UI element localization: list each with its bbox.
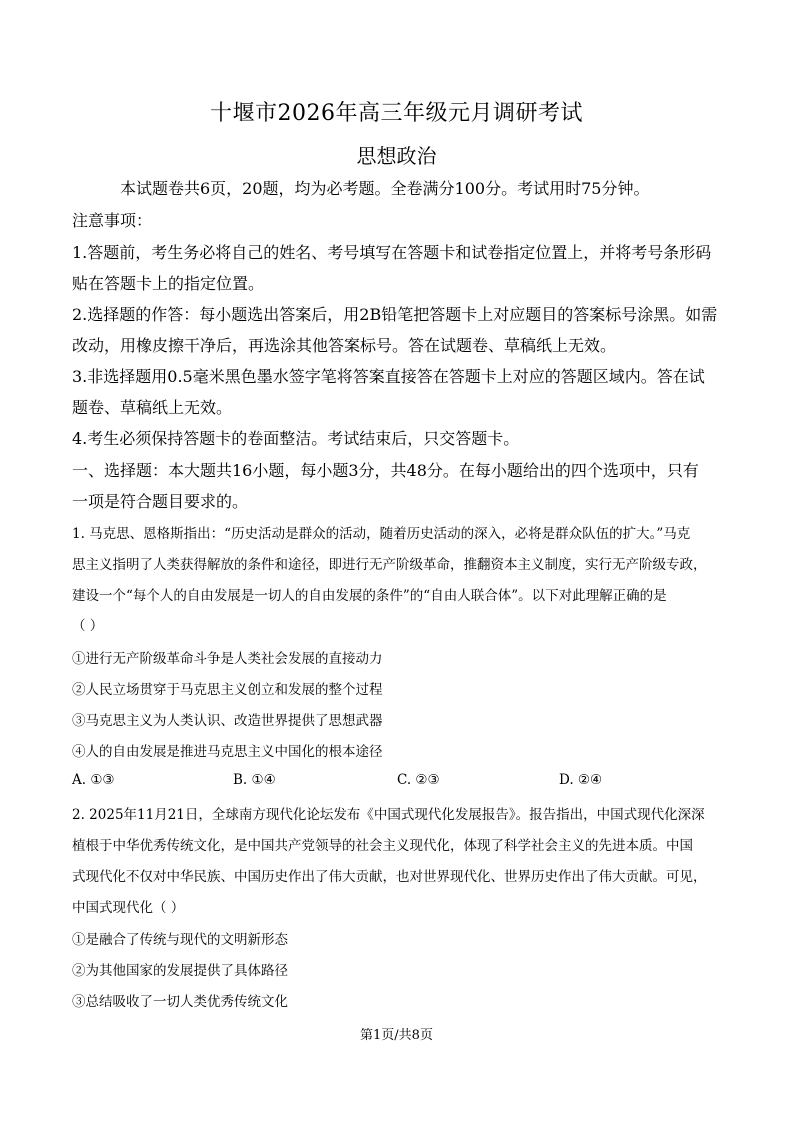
question-1-stem-line-4: （ ） <box>72 618 104 634</box>
page-number: 第1页/共8页 <box>360 1028 433 1043</box>
question-2-stem-line-1: 2. 2025年11月21日，全球南方现代化论坛发布《中国式现代化发展报告》。报告指出，中国式现代化深深 <box>72 807 705 823</box>
section-heading-line-2: 一项是符合题目要求的。 <box>72 492 249 511</box>
question-1-option-d: D. ②④ <box>559 772 603 788</box>
question-1-statement-1: ①进行无产阶级革命斗争是人类社会发展的直接动力 <box>72 651 383 667</box>
question-2-stem-line-3: 式现代化不仅对中华民族、中国历史作出了伟大贡献，也对世界现代化、世界历史作出了伟大贡献。可见， <box>72 869 707 885</box>
notice-item-1-line-1: 1.答题前，考生务必将自己的姓名、考号填写在答题卡和试卷指定位置上，并将考号条形码 <box>72 243 712 262</box>
notice-item-3-line-2: 题卷、草稿纸上无效。 <box>72 398 233 417</box>
exam-title: 十堰市2026年高三年级元月调研考试 <box>210 101 583 126</box>
question-1-statement-4: ④人的自由发展是推进马克思主义中国化的根本途径 <box>72 744 383 760</box>
question-2-stem-line-4: 中国式现代化（ ） <box>72 900 185 916</box>
notice-item-2-line-2: 改动，用橡皮擦干净后，再选涂其他答案标号。答在试题卷、草稿纸上无效。 <box>72 336 617 355</box>
exam-intro: 本试题卷共6页，20题，均为必考题。全卷满分100分。考试用时75分钟。 <box>120 179 650 198</box>
question-1-stem-line-1: 1. 马克思、恩格斯指出：“历史活动是群众的活动，随着历史活动的深入，必将是群众队伍的扩大。”马克 <box>72 526 691 542</box>
question-2-statement-2: ②为其他国家的发展提供了具体路径 <box>72 963 288 979</box>
question-1-option-b: B. ①④ <box>233 772 276 788</box>
question-1-statement-3: ③马克思主义为人类认识、改造世界提供了思想武器 <box>72 713 383 729</box>
question-2-statement-3: ③总结吸收了一切人类优秀传统文化 <box>72 994 288 1010</box>
question-1-stem-line-3: 建设一个“每个人的自由发展是一切人的自由发展的条件”的“自由人联合体”。以下对此理解正确的是 <box>72 588 667 604</box>
question-2-stem-line-2: 植根于中华优秀传统文化，是中国共产党领导的社会主义现代化，体现了科学社会主义的先进本质。中国 <box>72 838 693 854</box>
question-2-statement-1: ①是融合了传统与现代的文明新形态 <box>72 932 288 948</box>
notice-item-2-line-1: 2.选择题的作答：每小题选出答案后，用2B铅笔把答题卡上对应题目的答案标号涂黑。如需 <box>72 305 718 324</box>
notice-item-4: 4.考生必须保持答题卡的卷面整洁。考试结束后，只交答题卡。 <box>72 429 520 448</box>
subject-title: 思想政治 <box>356 144 437 168</box>
notice-item-1-line-2: 贴在答题卡上的指定位置。 <box>72 274 265 293</box>
notice-heading: 注意事项： <box>72 211 153 230</box>
notice-item-3-line-1: 3.非选择题用0.5毫米黑色墨水签字笔将答案直接答在答题卡上对应的答题区域内。答在试 <box>72 367 705 386</box>
question-1-option-a: A. ①③ <box>72 772 115 788</box>
section-heading-line-1: 一、选择题：本大题共16小题，每小题3分，共48分。在每小题给出的四个选项中，只有 <box>72 461 699 480</box>
question-1-stem-line-2: 思主义指明了人类获得解放的条件和途径，即进行无产阶级革命，推翻资本主义制度，实行无产阶级专政， <box>72 557 707 573</box>
question-1-statement-2: ②人民立场贯穿于马克思主义创立和发展的整个过程 <box>72 682 383 698</box>
question-1-option-c: C. ②③ <box>397 772 440 788</box>
